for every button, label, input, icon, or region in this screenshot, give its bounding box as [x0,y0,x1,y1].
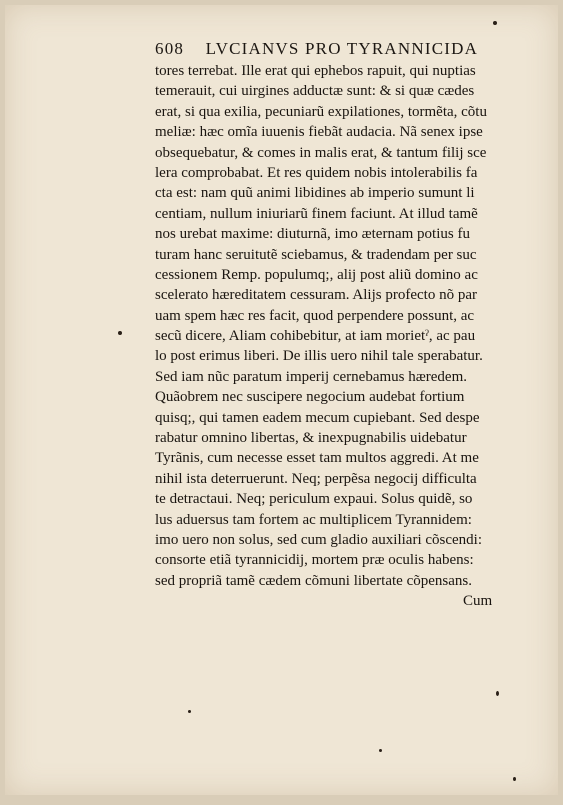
text-line: turam hanc seruitutẽ sciebamus, & tradendam per suc [155,246,477,263]
text-line: lus aduersus tam fortem ac multiplicem Tyrannidem: [155,511,472,528]
text-line: centiam, nullum iniuriarũ finem faciunt. At illud tamẽ [155,205,478,222]
running-header [155,39,478,59]
ink-speck [118,331,122,335]
text-line: scelerato hæreditatem cessuram. Alijs profecto nõ par [155,287,477,304]
text-line: consorte etiã tyrannicidij, mortem præ oculis habens: [155,552,474,569]
text-line: rabatur omnino libertas, & inexpugnabilis uidebatur [155,430,467,447]
ink-speck [496,691,499,696]
text-line: cessionem Remp. populumq;, alij post aliũ domino ac [155,266,478,283]
page-number: 608 [155,39,185,58]
text-line: Quãobrem nec suscipere negocium audebat fortium [155,389,465,406]
ink-speck [493,21,497,25]
book-page [5,5,558,795]
text-line: Tyrãnis, cum necesse esset tam multos aggredi. At me [155,450,479,467]
text-line: cta est: nam quũ animi libidines ab imperio sumunt li [155,185,475,202]
running-title: LVCIANVS PRO TYRANNICIDA [205,39,479,58]
text-line: quisq;, qui tamen eadem mecum cupiebant. Sed despe [155,409,480,426]
text-line: sed propriã tamẽ cædem cõmuni libertate cõpensans. [155,572,472,589]
text-line: lera comprobabat. Et res quidem nobis intolerabilis fa [155,164,478,181]
text-line: erat, si qua exilia, pecuniarũ expilationes, tormẽta, cõtu [155,103,487,120]
text-block [155,61,515,591]
ink-speck [379,749,382,752]
text-line: nos urebat maxime: diuturnã, imo æternam potius fu [155,226,470,243]
text-line: obsequebatur, & comes in malis erat, & tantum filij sce [155,144,487,161]
text-line: uam spem hæc res facit, quod perpendere possunt, ac [155,307,475,324]
catchword: Cum [463,593,493,609]
ink-speck [513,777,516,781]
text-line: tores terrebat. Ille erat qui ephebos rapuit, qui nuptias [155,63,476,79]
text-line: nihil ista deterruerunt. Neq; perpẽsa negocij difficulta [155,470,477,487]
text-line: Sed iam nũc paratum imperij cernebamus hæredem. [155,368,467,385]
ink-speck [188,710,191,713]
text-line: meliæ: hæc omĩa iuuenis fiebãt audacia. Nã senex ipse [155,124,483,141]
text-line: te detractaui. Neq; periculum expaui. Solus quidẽ, so [155,491,473,508]
text-line: secũ dicere, Aliam cohibebitur, at iam morietˀ, ac pau [155,328,476,345]
text-line: lo post erimus liberi. De illis uero nihil tale sperabatur. [155,348,483,365]
text-line: imo uero non solus, sed cum gladio auxiliari cõscendi: [155,531,483,548]
text-line: temerauit, cui uirgines adductæ sunt: & si quæ cædes [155,83,475,100]
